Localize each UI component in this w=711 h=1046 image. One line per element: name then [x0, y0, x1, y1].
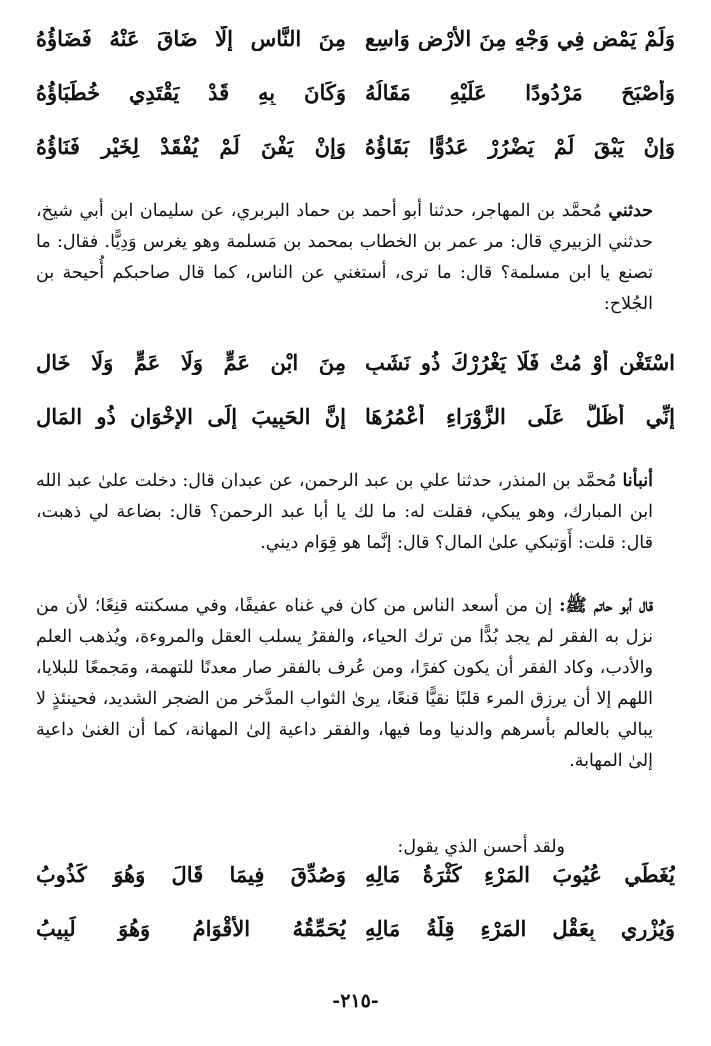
paragraph-lead: حدثني: [608, 201, 653, 221]
verse-first-hemistich: وَأَصْبَحَ مَرْدُودًا عَلَيْهِ مَقَالُهُ: [365, 80, 675, 105]
verse-second-hemistich: مِنَ النَّاسِ إِلَّا ضَاقَ عَنْهُ فَضَاؤُهُ: [36, 26, 346, 51]
verse-line: [36, 134, 675, 188]
paragraph-3: [36, 591, 675, 777]
verse-line: [36, 862, 675, 916]
poem-block-3: [36, 862, 675, 970]
verse-second-hemistich: وَإِنْ يَفْنَ لَمْ يُفْقَدْ لِخَيْرٍ فَنَاؤُهُ: [36, 134, 346, 159]
verse-first-hemistich: وَلَمْ يَمْضِ فِي وَجْهٍ مِنَ الأَرْضِ وَاسِعٍ: [365, 26, 675, 51]
verse-first-hemistich: يُغَطِّي عُيُوبَ المَرْءِ كَثْرَةُ مَالِهِ: [365, 862, 675, 887]
verse-first-hemistich: اسْتَغْنِ أَوْ مُتْ فَلَا يَغْرُرْكَ ذُو نَشَبٍ: [365, 350, 675, 375]
page-number: -٢١٥-: [332, 990, 379, 1012]
poem-block-2: [36, 350, 675, 458]
verse-line: [36, 350, 675, 404]
verse-second-hemistich: إِنَّ الحَبِيبَ إِلَى الإِخْوَانِ ذُو المَالِ: [36, 404, 346, 429]
verse-second-hemistich: وَصُدِّقَ فِيمَا قَالَ وَهُوَ كَذُوبُ: [36, 862, 346, 887]
verse-second-hemistich: مِنَ ابْنِ عَمٍّ وَلَا عَمٍّ وَلَا خَالِ: [36, 350, 346, 375]
verse-line: [36, 80, 675, 134]
verse-second-hemistich: وَكَانَ بِهِ قَدْ يَقْتَدِي خُطَبَاؤُهُ: [36, 80, 346, 105]
verse-first-hemistich: إِنِّي أَظَلُّ عَلَى الزَّوْرَاءِ أَعْمُرُهَا: [365, 404, 675, 429]
paragraph-lead: أنبأنا: [622, 471, 653, 491]
poem-introduction: ولقد أحسن الذي يقول:: [397, 837, 565, 857]
verse-second-hemistich: يُحَمِّقُهُ الأَقْوَامُ وَهُوَ لَبِيبُ: [36, 916, 346, 941]
verse-line: [36, 26, 675, 80]
paragraph-body: مُحمَّد بن المنذر، حدثنا علي بن عبد الرحمن، عن عبدان قال: دخلت علىٰ عبد الله ابن المبارك، وهو يبكي، فقلت له: ما لك يا أبا عبد الرحمن؟ قال: بضاعة لي ذهبت، قال: قلت: أَوَتبكي علىٰ المال؟ قال: إنَّما هو قِوَام ديني.: [36, 471, 653, 553]
verse-line: [36, 916, 675, 970]
poem-block-1: [36, 26, 675, 188]
paragraph-body: إن من أسعد الناس من كان في غناه عفيفًا، وفي مسكنته قنِعًا؛ لأن من نزل به الفقر لم يجد بُدًّا من ترك الحياء، والفقرُ يسلب العقل والمروءة، ويُذهب العلم والأدب، وكاد الفقر أن يكون كفرًا، ومن عُرف بالفقر صار معدنًا للتهمة، ومَجمعًا للبلايا، اللهم إلا أن يرزق المرء قلبًا نقيًّا قنعًا، يرىٰ الثواب المدَّخر من الضجر الشديد، فحينئذٍ لا يبالي بالعالم بأسرهم والدنيا وما فيها، والفقر داعية إلىٰ المهانة، كما أن الغنىٰ داعية إلىٰ المهابة.: [36, 596, 653, 771]
verse-line: [36, 404, 675, 458]
verse-first-hemistich: وَإِنْ يَبْقَ لَمْ يَضْرُرْ عَدُوًّا بَقَاؤُهُ: [365, 134, 675, 159]
paragraph-1: [36, 196, 675, 320]
paragraph-2: [36, 466, 675, 559]
paragraph-text: [36, 591, 675, 777]
paragraph-text: [36, 196, 675, 320]
verse-first-hemistich: وَيُزْرِي بِعَقْلِ المَرْءِ قِلَّةُ مَالِهِ: [365, 916, 675, 941]
paragraph-lead: قال أبو حاتم ﷺ:: [559, 596, 654, 616]
paragraph-body: مُحمَّد بن المهاجر، حدثنا أبو أحمد بن حماد البربري، عن سليمان ابن أبي شيخ، حدثني الزبيري قال: مر عمر بن الخطاب بمحمد بن مَسلمة وهو يغرس وَدِيًّا. فقال: ما تصنع يا ابن مسلمة؟ قال: ما ترى، أستغني عن الناس، كما قال صاحبكم أُحيحة بن الجُلاح:: [36, 201, 653, 314]
paragraph-text: [36, 466, 675, 559]
